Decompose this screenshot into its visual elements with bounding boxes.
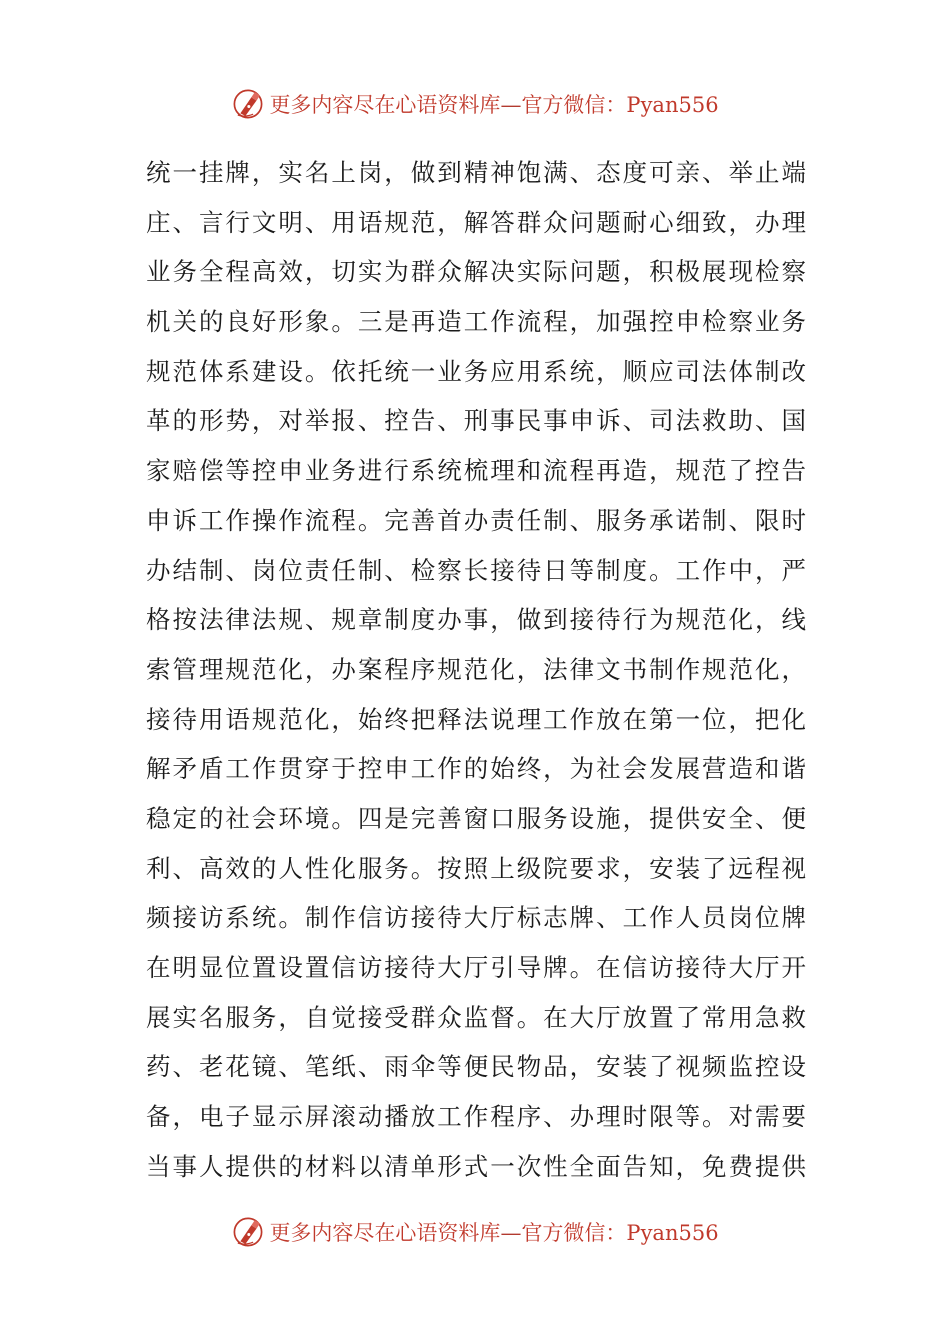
text-line: 统一挂牌，实名上岗，做到精神饱满、态度可亲、举止端 — [146, 158, 806, 187]
header-banner-text — [269, 89, 718, 119]
text-line: 申诉工作操作流程。完善首办责任制、服务承诺制、限时 — [146, 505, 806, 535]
header-banner-separator: — — [500, 93, 522, 117]
text-line: 备，电子显示屏滚动播放工作程序、办理时限等。对需要 — [146, 1102, 806, 1132]
text-line: 办结制、岗位责任制、检察长接待日等制度。工作中，严 — [146, 555, 806, 585]
header-banner — [0, 84, 950, 124]
header-banner-wechat: 官方微信：Pyan556 — [521, 93, 719, 117]
text-line: 家赔偿等控申业务进行系统梳理和流程再造，规范了控告 — [146, 456, 806, 486]
text-line: 药、老花镜、笔纸、雨伞等便民物品，安装了视频监控设 — [146, 1052, 806, 1082]
text-line: 解矛盾工作贯穿于控申工作的始终，为社会发展营造和谐 — [146, 754, 806, 784]
body-paragraph — [146, 148, 806, 1191]
text-line: 在明显位置设置信访接待大厅引导牌。在信访接待大厅开 — [146, 953, 806, 982]
text-line: 稳定的社会环境。四是完善窗口服务设施，提供安全、便 — [146, 803, 806, 833]
text-line: 规范体系建设。依托统一业务应用系统，顺应司法体制改 — [146, 356, 806, 386]
text-line: 频接访系统。制作信访接待大厅标志牌、工作人员岗位牌 — [146, 903, 806, 933]
header-banner-main: 更多内容尽在心语资料库 — [269, 93, 501, 117]
footer-banner-main: 更多内容尽在心语资料库 — [269, 1221, 501, 1245]
text-line: 利、高效的人性化服务。按照上级院要求，安装了远程视 — [146, 853, 806, 883]
pen-nib-icon — [231, 1215, 265, 1249]
footer-banner — [0, 1212, 950, 1252]
text-line: 展实名服务，自觉接受群众监督。在大厅放置了常用急救 — [146, 1002, 806, 1032]
footer-banner-separator: — — [500, 1221, 522, 1245]
text-line: 机关的良好形象。三是再造工作流程，加强控申检察业务 — [146, 307, 806, 337]
text-line: 革的形势，对举报、控告、刑事民事申诉、司法救助、国 — [146, 406, 806, 436]
text-line: 庄、言行文明、用语规范，解答群众问题耐心细致，办理 — [146, 207, 806, 237]
text-line: 当事人提供的材料以清单形式一次性全面告知，免费提供 — [146, 1151, 806, 1181]
footer-banner-wechat: 官方微信：Pyan556 — [521, 1221, 719, 1245]
text-line: 业务全程高效，切实为群众解决实际问题，积极展现检察 — [146, 257, 806, 287]
footer-banner-text — [269, 1217, 718, 1247]
text-line: 接待用语规范化，始终把释法说理工作放在第一位，把化 — [146, 704, 806, 734]
text-line: 索管理规范化，办案程序规范化，法律文书制作规范化， — [146, 654, 806, 684]
pen-nib-icon — [231, 87, 265, 121]
text-line: 格按法律法规、规章制度办事，做到接待行为规范化，线 — [146, 605, 806, 635]
